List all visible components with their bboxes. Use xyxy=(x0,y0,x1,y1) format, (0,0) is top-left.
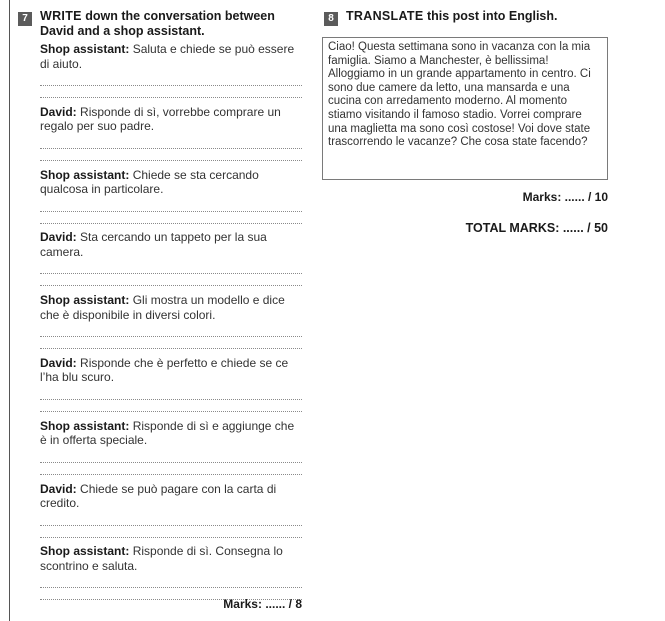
prompt-text: Risponde che è perfetto e chiede se ce l’ha blu scuro. xyxy=(40,355,289,385)
answer-line[interactable] xyxy=(40,223,302,224)
answer-line[interactable] xyxy=(40,211,302,212)
prompt-item xyxy=(40,42,302,105)
speaker-label: Shop assistant: xyxy=(40,293,130,308)
speaker-label: David: xyxy=(40,355,77,370)
answer-line[interactable] xyxy=(40,160,302,161)
exercise-8-number-badge: 8 xyxy=(324,12,338,26)
prompt-text: Sta cercando un tappeto per la sua camera. xyxy=(40,230,267,259)
answer-line[interactable] xyxy=(40,285,302,286)
prompt-text: Risponde di sì, vorrebbe comprare un regalo per suo padre. xyxy=(40,104,281,134)
answer-line[interactable] xyxy=(40,148,302,149)
conversation-prompts xyxy=(40,42,302,607)
answer-line[interactable] xyxy=(40,537,302,538)
answer-line[interactable] xyxy=(40,85,302,86)
exercise-8-heading xyxy=(346,9,616,24)
prompt-text: Risponde di sì e aggiunge che è in offerta speciale. xyxy=(40,418,295,448)
translation-post-box: Ciao! Questa settimana sono in vacanza con la mia famiglia. Siamo a Manchester, è bellissima! Alloggiamo in un grande appartamento in centro. Ci sono due camere da letto, una mansarda e una cucina con arredamento moderno. Al momento stiamo visitando il famoso stadio. Vorrei comprare una maglietta ma sono così costose! Voi dove state trascorrendo le vacanze? Che cosa state facendo? xyxy=(322,37,608,180)
speaker-label: David: xyxy=(40,481,77,496)
answer-line[interactable] xyxy=(40,273,302,274)
prompt-item xyxy=(40,356,302,419)
answer-line[interactable] xyxy=(40,525,302,526)
answer-line[interactable] xyxy=(40,411,302,412)
prompt-text: Gli mostra un modello e dice che è disponibile in diversi colori. xyxy=(40,293,285,322)
exercise-8-marks: Marks: ...... / 10 xyxy=(522,190,608,204)
exercise-7-instruction: down the conversation between David and a shop assistant. xyxy=(40,9,275,38)
prompt-text: Risponde di sì. Consegna lo scontrino e saluta. xyxy=(40,544,283,573)
exercise-7-command: WRITE xyxy=(40,9,82,23)
prompt-item xyxy=(40,230,302,293)
total-marks: TOTAL MARKS: ...... / 50 xyxy=(465,221,608,235)
prompt-item xyxy=(40,105,302,168)
page-edge-line xyxy=(9,0,10,621)
answer-line[interactable] xyxy=(40,462,302,463)
answer-line[interactable] xyxy=(40,474,302,475)
answer-line[interactable] xyxy=(40,587,302,588)
speaker-label: Shop assistant: xyxy=(40,418,130,433)
answer-line[interactable] xyxy=(40,97,302,98)
answer-line[interactable] xyxy=(40,336,302,337)
exercise-8-command: TRANSLATE xyxy=(346,9,424,23)
exercise-7-number-badge: 7 xyxy=(18,12,32,26)
answer-line[interactable] xyxy=(40,348,302,349)
exercise-7-heading xyxy=(40,9,302,39)
answer-line[interactable] xyxy=(40,399,302,400)
speaker-label: David: xyxy=(40,230,77,245)
prompt-text: Chiede se sta cercando qualcosa in particolare. xyxy=(40,167,259,197)
prompt-item xyxy=(40,482,302,545)
speaker-label: Shop assistant: xyxy=(40,544,130,559)
prompt-item xyxy=(40,419,302,482)
prompt-item xyxy=(40,168,302,231)
prompt-text: Chiede se può pagare con la carta di credito. xyxy=(40,481,277,511)
speaker-label: David: xyxy=(40,104,77,119)
prompt-text: Saluta e chiede se può essere di aiuto. xyxy=(40,42,295,71)
prompt-item xyxy=(40,293,302,356)
exercise-7-marks: Marks: ...... / 8 xyxy=(223,597,302,611)
exercise-8-instruction: this post into English. xyxy=(423,9,558,23)
speaker-label: Shop assistant: xyxy=(40,42,130,56)
speaker-label: Shop assistant: xyxy=(40,167,130,182)
